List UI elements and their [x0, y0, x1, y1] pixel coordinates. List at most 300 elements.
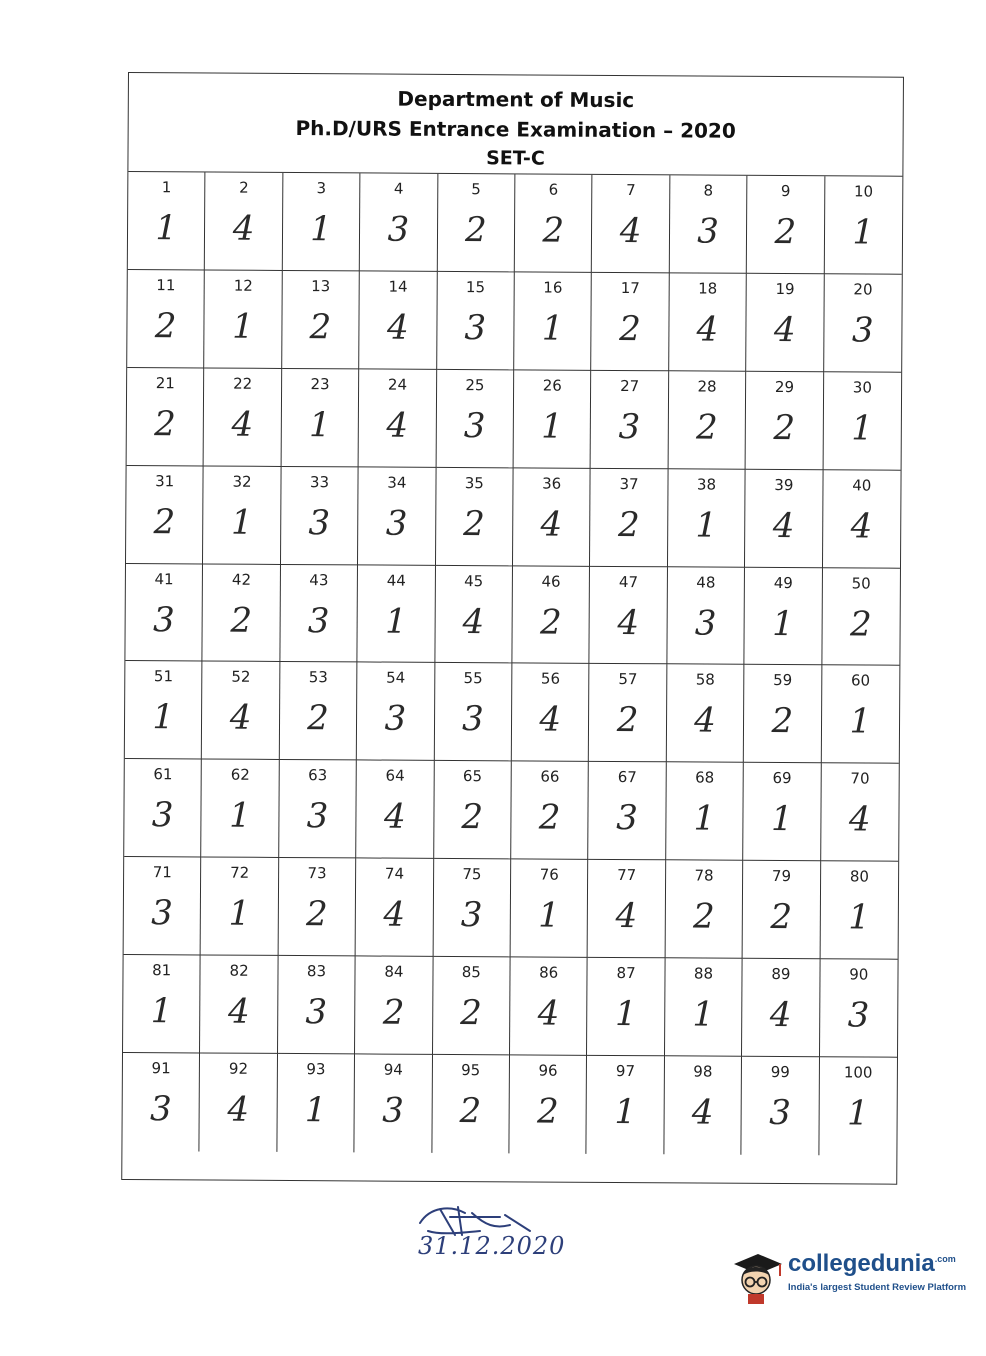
answer-value: 2 — [460, 993, 482, 1034]
question-number: 37 — [619, 474, 639, 493]
question-number: 12 — [233, 276, 253, 295]
question-number: 77 — [617, 866, 637, 885]
answer-cell — [277, 1054, 355, 1152]
question-number: 50 — [851, 573, 871, 593]
answer-cell — [281, 369, 359, 467]
question-number: 94 — [383, 1060, 403, 1079]
answer-value: 4 — [848, 799, 871, 840]
question-number: 61 — [153, 765, 173, 784]
answer-cell — [665, 958, 743, 1056]
answer-cell — [437, 174, 515, 272]
answer-value: 2 — [542, 210, 565, 251]
answer-cell — [203, 466, 281, 564]
answer-value: 1 — [614, 994, 637, 1035]
question-number: 82 — [229, 961, 249, 980]
answer-value: 3 — [308, 502, 331, 543]
answer-cell — [746, 274, 824, 372]
answer-value: 4 — [691, 1092, 714, 1133]
answer-cell — [591, 371, 669, 469]
answer-value: 3 — [847, 995, 870, 1036]
question-number: 28 — [697, 377, 717, 396]
answer-cell — [821, 764, 899, 862]
answer-cell — [122, 1053, 200, 1151]
answer-cell — [588, 860, 666, 958]
answer-cell — [124, 857, 202, 955]
answer-cell — [664, 1056, 742, 1154]
question-number: 78 — [694, 866, 714, 885]
answer-value: 4 — [773, 309, 796, 350]
question-number: 27 — [620, 376, 640, 395]
question-number: 89 — [771, 965, 791, 984]
answer-value: 4 — [383, 894, 406, 935]
question-number: 16 — [543, 278, 563, 297]
answer-cell — [125, 661, 203, 759]
answer-cell — [668, 469, 746, 567]
answer-value: 3 — [149, 1089, 172, 1130]
answer-value: 2 — [309, 307, 332, 348]
answer-cell — [432, 1055, 510, 1153]
answer-value: 2 — [230, 600, 253, 641]
question-number: 21 — [155, 373, 175, 393]
answer-value: 1 — [230, 502, 253, 543]
answer-cell — [278, 956, 356, 1054]
question-number: 32 — [232, 472, 252, 491]
question-number: 99 — [770, 1062, 790, 1082]
question-number: 100 — [843, 1063, 873, 1082]
answer-cell — [743, 763, 821, 861]
brand-suffix: .com — [934, 1254, 956, 1264]
exam-title: Ph.D/URS Entrance Examination – 2020 — [295, 116, 736, 143]
answer-value: 2 — [770, 897, 793, 938]
answer-cell — [742, 1057, 820, 1155]
answer-cell — [514, 272, 592, 370]
question-number: 75 — [462, 865, 482, 884]
answer-cell — [592, 273, 670, 371]
answer-value: 4 — [229, 698, 252, 739]
question-number: 5 — [471, 180, 481, 199]
answer-key-sheet — [121, 72, 904, 1185]
answer-value: 1 — [308, 404, 331, 446]
answer-cell — [127, 368, 205, 466]
answer-cell — [820, 959, 898, 1057]
question-number: 57 — [618, 670, 638, 689]
answer-value: 2 — [382, 992, 405, 1033]
question-number: 68 — [695, 768, 715, 787]
answer-value: 3 — [464, 307, 487, 349]
question-number: 48 — [696, 573, 716, 592]
answer-value: 2 — [464, 210, 487, 251]
answer-value: 3 — [618, 406, 641, 447]
answer-value: 4 — [232, 208, 255, 249]
answer-value: 4 — [386, 307, 409, 348]
answer-value: 1 — [152, 697, 175, 738]
answer-cell — [434, 761, 512, 859]
answer-value: 1 — [304, 1090, 327, 1131]
answer-cell — [587, 958, 665, 1056]
answer-value: 2 — [459, 1091, 482, 1132]
question-number: 51 — [153, 667, 174, 686]
answer-value: 3 — [616, 798, 638, 839]
answer-value: 4 — [227, 991, 250, 1032]
question-number: 73 — [307, 864, 327, 883]
answer-cell — [201, 858, 279, 956]
answer-value: 2 — [539, 602, 562, 643]
answer-cell — [433, 957, 511, 1055]
answer-cell — [359, 271, 437, 369]
answer-value: 3 — [694, 603, 717, 644]
answer-grid — [122, 172, 902, 1156]
question-number: 8 — [703, 181, 714, 200]
answer-value: 2 — [463, 503, 485, 544]
answer-cell — [592, 175, 670, 273]
question-number: 96 — [538, 1061, 558, 1080]
answer-cell — [356, 761, 434, 859]
question-number: 60 — [850, 671, 871, 690]
question-number: 10 — [853, 182, 874, 201]
answer-value: 4 — [386, 405, 409, 446]
answer-value: 2 — [619, 308, 641, 350]
question-number: 55 — [463, 669, 483, 688]
answer-value: 1 — [538, 895, 560, 936]
answer-cell — [355, 1054, 433, 1152]
answer-cell — [589, 762, 667, 860]
answer-value: 1 — [385, 601, 407, 642]
question-number: 18 — [698, 279, 718, 298]
answer-cell — [668, 371, 746, 469]
answer-cell — [203, 564, 281, 662]
question-number: 42 — [231, 570, 252, 589]
question-number: 23 — [310, 374, 330, 394]
answer-cell — [590, 469, 668, 567]
answer-cell — [279, 760, 357, 858]
answer-cell — [823, 470, 901, 568]
answer-value: 2 — [461, 797, 484, 838]
question-number: 34 — [387, 473, 407, 492]
answer-value: 1 — [852, 212, 875, 253]
collegedunia-watermark — [728, 1246, 968, 1316]
answer-cell — [200, 956, 278, 1054]
question-number: 85 — [461, 963, 481, 982]
answer-cell — [822, 568, 900, 666]
answer-value: 3 — [305, 992, 328, 1033]
question-number: 54 — [386, 669, 406, 688]
answer-value: 2 — [774, 211, 797, 253]
question-number: 76 — [539, 865, 559, 884]
brand-name-text: collegedunia — [788, 1250, 935, 1277]
answer-value: 3 — [385, 503, 408, 544]
question-number: 79 — [771, 867, 792, 886]
answer-cell — [437, 272, 515, 370]
answer-value: 3 — [851, 310, 874, 351]
question-number: 39 — [774, 475, 794, 494]
answer-value: 1 — [848, 897, 871, 938]
answer-cell — [514, 370, 592, 468]
question-number: 44 — [386, 571, 406, 590]
answer-value: 1 — [695, 505, 718, 546]
question-number: 15 — [465, 277, 486, 297]
question-number: 11 — [156, 276, 176, 295]
question-number: 66 — [540, 767, 560, 786]
question-number: 2 — [239, 178, 249, 197]
mascot-icon — [728, 1246, 784, 1310]
brand-tagline: India's largest Student Review Platform — [788, 1282, 967, 1293]
question-number: 46 — [541, 572, 561, 591]
question-number: 19 — [775, 279, 795, 298]
question-number: 87 — [616, 964, 636, 983]
answer-cell — [509, 1055, 587, 1153]
question-number: 36 — [542, 474, 562, 493]
answer-cell — [513, 468, 591, 566]
answer-cell — [824, 274, 902, 372]
question-number: 47 — [618, 572, 639, 591]
answer-cell — [666, 763, 744, 861]
answer-cell — [128, 172, 206, 270]
answer-value: 2 — [771, 701, 794, 742]
question-number: 69 — [772, 769, 792, 788]
answer-value: 3 — [697, 211, 719, 252]
question-number: 83 — [306, 962, 327, 981]
answer-value: 1 — [155, 208, 178, 249]
answer-cell — [667, 665, 745, 763]
answer-cell — [205, 172, 283, 270]
question-number: 58 — [695, 670, 715, 690]
answer-cell — [587, 1056, 665, 1154]
answer-cell — [515, 174, 593, 272]
answer-value: 1 — [228, 893, 251, 934]
answer-value: 4 — [769, 995, 792, 1036]
answer-cell — [433, 859, 511, 957]
answer-value: 3 — [151, 893, 173, 934]
answer-cell — [821, 666, 899, 764]
answer-cell — [510, 957, 588, 1055]
answer-cell — [742, 959, 820, 1057]
answer-value: 3 — [152, 599, 175, 640]
question-number: 43 — [309, 570, 329, 589]
answer-cell — [125, 564, 203, 662]
answer-value: 4 — [462, 601, 485, 642]
sheet-header — [128, 73, 903, 177]
answer-cell — [746, 372, 824, 470]
answer-value: 2 — [773, 407, 796, 448]
answer-cell — [126, 466, 204, 564]
answer-value: 1 — [770, 799, 793, 840]
question-number: 49 — [773, 573, 793, 592]
answer-cell — [436, 468, 514, 566]
answer-value: 4 — [619, 211, 642, 252]
answer-cell — [127, 270, 205, 368]
question-number: 62 — [230, 765, 250, 785]
answer-cell — [356, 859, 434, 957]
answer-cell — [202, 662, 280, 760]
answer-value: 4 — [615, 896, 638, 937]
answer-value: 2 — [695, 407, 718, 448]
answer-value: 1 — [692, 994, 715, 1035]
question-number: 81 — [152, 961, 172, 980]
question-number: 14 — [388, 277, 408, 296]
question-number: 6 — [548, 180, 559, 199]
question-number: 86 — [539, 963, 559, 982]
answer-cell — [511, 762, 589, 860]
question-number: 45 — [464, 571, 484, 590]
question-number: 84 — [384, 962, 404, 981]
answer-cell — [280, 662, 358, 760]
answer-cell — [357, 663, 435, 761]
question-number: 25 — [465, 375, 485, 394]
answer-value: 3 — [151, 795, 174, 836]
answer-cell — [359, 369, 437, 467]
answer-value: 3 — [384, 699, 407, 740]
answer-value: 3 — [460, 895, 483, 936]
question-number: 33 — [309, 472, 330, 491]
question-number: 7 — [626, 181, 636, 200]
answer-value: 1 — [232, 306, 254, 347]
answer-value: 3 — [463, 405, 486, 446]
question-number: 67 — [617, 768, 637, 787]
question-number: 41 — [154, 569, 174, 588]
question-number: 74 — [384, 864, 405, 883]
answer-value: 1 — [851, 408, 874, 449]
question-number: 3 — [316, 179, 327, 198]
answer-value: 2 — [692, 896, 715, 937]
question-number: 88 — [693, 964, 714, 983]
answer-value: 1 — [229, 795, 251, 837]
answer-value: 2 — [617, 504, 640, 545]
question-number: 29 — [774, 377, 795, 396]
question-number: 56 — [540, 669, 561, 689]
answer-value: 4 — [696, 309, 719, 350]
answer-value: 1 — [614, 1092, 637, 1133]
answer-value: 4 — [537, 993, 560, 1034]
answer-value: 2 — [849, 603, 872, 645]
answer-cell — [200, 1053, 278, 1151]
answer-cell — [358, 565, 436, 663]
brand-name — [788, 1250, 956, 1278]
question-number: 97 — [615, 1062, 636, 1081]
question-number: 53 — [308, 668, 328, 687]
question-number: 38 — [696, 475, 717, 494]
answer-value: 2 — [536, 1091, 559, 1132]
question-number: 59 — [773, 671, 793, 690]
answer-cell — [283, 173, 361, 271]
answer-cell — [123, 955, 201, 1053]
answer-cell — [434, 663, 512, 761]
answer-value: 1 — [541, 308, 564, 349]
answer-value: 1 — [693, 798, 716, 839]
answer-cell — [205, 270, 283, 368]
question-number: 91 — [151, 1059, 171, 1078]
answer-cell — [511, 860, 589, 958]
answer-value: 2 — [154, 403, 176, 445]
answer-cell — [360, 173, 438, 271]
answer-cell — [670, 175, 748, 273]
question-number: 13 — [311, 277, 331, 296]
answer-value: 4 — [540, 504, 563, 545]
answer-value: 3 — [306, 796, 329, 837]
answer-cell — [665, 861, 743, 959]
answer-cell — [204, 368, 282, 466]
answer-cell — [589, 664, 667, 762]
answer-cell — [745, 469, 823, 567]
answer-value: 1 — [849, 701, 872, 743]
question-number: 22 — [233, 374, 253, 393]
department-title: Department of Music — [397, 86, 635, 113]
answer-value: 4 — [539, 699, 562, 741]
question-number: 40 — [852, 476, 872, 495]
answer-cell — [819, 1057, 897, 1155]
answer-value: 3 — [387, 209, 410, 250]
question-number: 90 — [849, 965, 869, 984]
answer-cell — [124, 759, 202, 857]
question-number: 72 — [230, 863, 250, 882]
answer-value: 2 — [154, 306, 177, 347]
answer-value: 2 — [153, 501, 176, 542]
question-number: 95 — [461, 1061, 481, 1080]
answer-value: 4 — [617, 602, 640, 643]
answer-cell — [823, 372, 901, 470]
answer-cell — [745, 567, 823, 665]
question-number: 52 — [231, 668, 251, 687]
answer-cell — [358, 467, 436, 565]
set-label: SET-C — [486, 147, 545, 170]
answer-value: 1 — [541, 406, 563, 447]
answer-value: 4 — [231, 404, 254, 445]
answer-value: 3 — [769, 1092, 791, 1134]
answer-value: 3 — [307, 600, 330, 641]
answer-cell — [820, 861, 898, 959]
answer-cell — [281, 467, 359, 565]
question-number: 26 — [542, 376, 562, 395]
signature-date: 31.12.2020 — [418, 1232, 566, 1260]
answer-cell — [669, 273, 747, 371]
answer-value: 2 — [305, 894, 328, 935]
question-number: 24 — [387, 375, 408, 394]
answer-cell — [280, 565, 358, 663]
answer-cell — [436, 370, 514, 468]
answer-cell — [747, 176, 825, 274]
question-number: 30 — [852, 378, 872, 397]
answer-value: 1 — [772, 603, 794, 644]
answer-value: 4 — [850, 506, 873, 547]
answer-cell — [667, 567, 745, 665]
question-number: 65 — [462, 767, 483, 786]
answer-value: 1 — [846, 1093, 869, 1134]
question-number: 93 — [306, 1060, 326, 1079]
question-number: 63 — [308, 766, 328, 785]
question-number: 98 — [693, 1062, 713, 1081]
answer-cell — [824, 176, 902, 274]
question-number: 80 — [849, 867, 869, 886]
answer-value: 2 — [616, 700, 639, 741]
answer-value: 1 — [150, 991, 173, 1032]
answer-cell — [355, 957, 433, 1055]
question-number: 31 — [155, 471, 175, 490]
question-number: 64 — [385, 766, 405, 786]
question-number: 35 — [464, 473, 484, 492]
question-number: 1 — [161, 178, 172, 197]
question-number: 17 — [620, 278, 640, 298]
question-number: 4 — [393, 179, 404, 198]
answer-cell — [512, 566, 590, 664]
question-number: 92 — [228, 1059, 249, 1078]
answer-value: 4 — [227, 1089, 250, 1130]
answer-value: 4 — [383, 796, 406, 838]
answer-value: 3 — [382, 1090, 404, 1131]
question-number: 70 — [850, 769, 870, 788]
answer-cell — [202, 760, 280, 858]
answer-value: 3 — [461, 699, 484, 740]
answer-cell — [435, 565, 513, 663]
answer-cell — [590, 566, 668, 664]
